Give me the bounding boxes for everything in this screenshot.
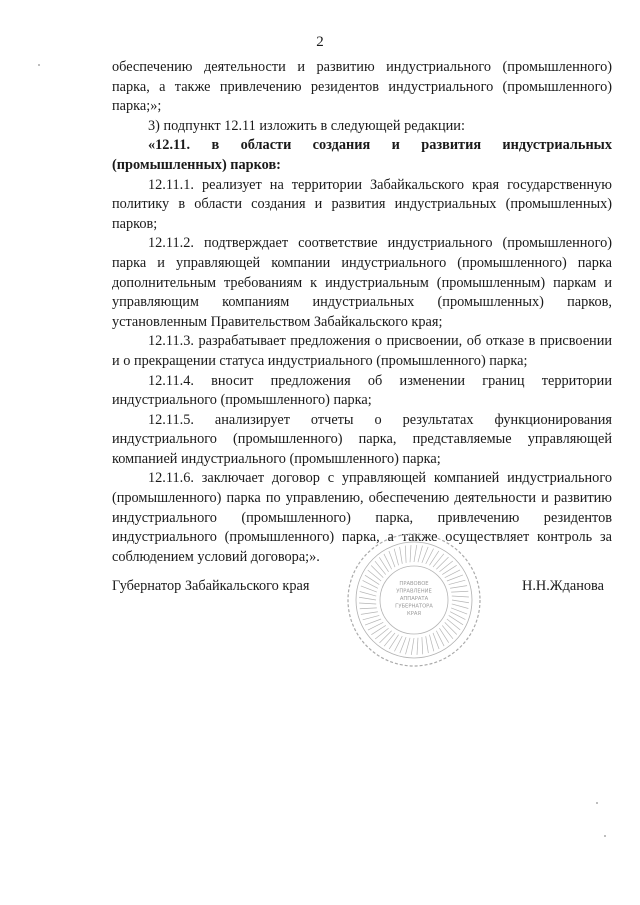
stamp-text-line: УПРАВЛЕНИЕ: [396, 588, 432, 595]
paragraph: 12.11.1. реализует на территории Забайкальского края государственную политику в области создания и развития индустриальных (промышленных) парков;: [112, 176, 612, 232]
paragraph: 12.11.4. вносит предложения об изменении границ территории индустриального (промышленного) парка;: [112, 372, 612, 409]
section-heading: «12.11. в области создания и развития индустриальных (промышленных) парков:: [112, 137, 612, 173]
paragraph: 12.11.3. разрабатывает предложения о присвоении, об отказе в присвоении и о прекращении статуса индустриального (промышленного) парка;: [112, 333, 612, 369]
paragraph: 12.11.5. анализирует отчеты о результатах функционирования индустриального (промышленного) парка, представляемые управляющей компанией индустриального (промышленного) парка;: [112, 411, 612, 467]
signature-position: Губернатор Забайкальского края: [112, 578, 310, 594]
official-stamp: [344, 530, 484, 670]
stamp-text-line: КРАЯ: [407, 611, 421, 617]
paragraph: обеспечению деятельности и развитию индустриального (промышленного) парка, а также привлечению резидентов индустриального (промышленного) парка;»;: [112, 59, 612, 115]
page-number: 2: [316, 34, 324, 50]
stamp-text-line: АППАРАТА: [399, 596, 429, 602]
stamp-text-line: ГУБЕРНАТОРА: [395, 603, 433, 610]
document-body: [112, 58, 612, 567]
stamp-text-line: ПРАВОВОЕ: [399, 581, 429, 587]
paragraph: 12.11.2. подтверждает соответствие индустриального (промышленного) парка и управляющей компании индустриального (промышленного) парка дополнительным требованиям к индустриальным (промышленным) паркам и управляющим компаниям индустриальных (промышленных) парков, установленным Правительством Забайкальского края;: [112, 235, 612, 330]
paragraph: 3) подпункт 12.11 изложить в следующей редакции:: [148, 117, 465, 134]
signature-name: Н.Н.Жданова: [522, 578, 604, 594]
paragraph: 12.11.6. заключает договор с управляющей компанией индустриального (промышленного) парка по управлению, обеспечению деятельности и развитию индустриального (промышленного) парка, привлечению резидентов индустриального (промышленного) парка, а также осуществляет контроль за соблюдением условий договора;».: [112, 470, 612, 565]
